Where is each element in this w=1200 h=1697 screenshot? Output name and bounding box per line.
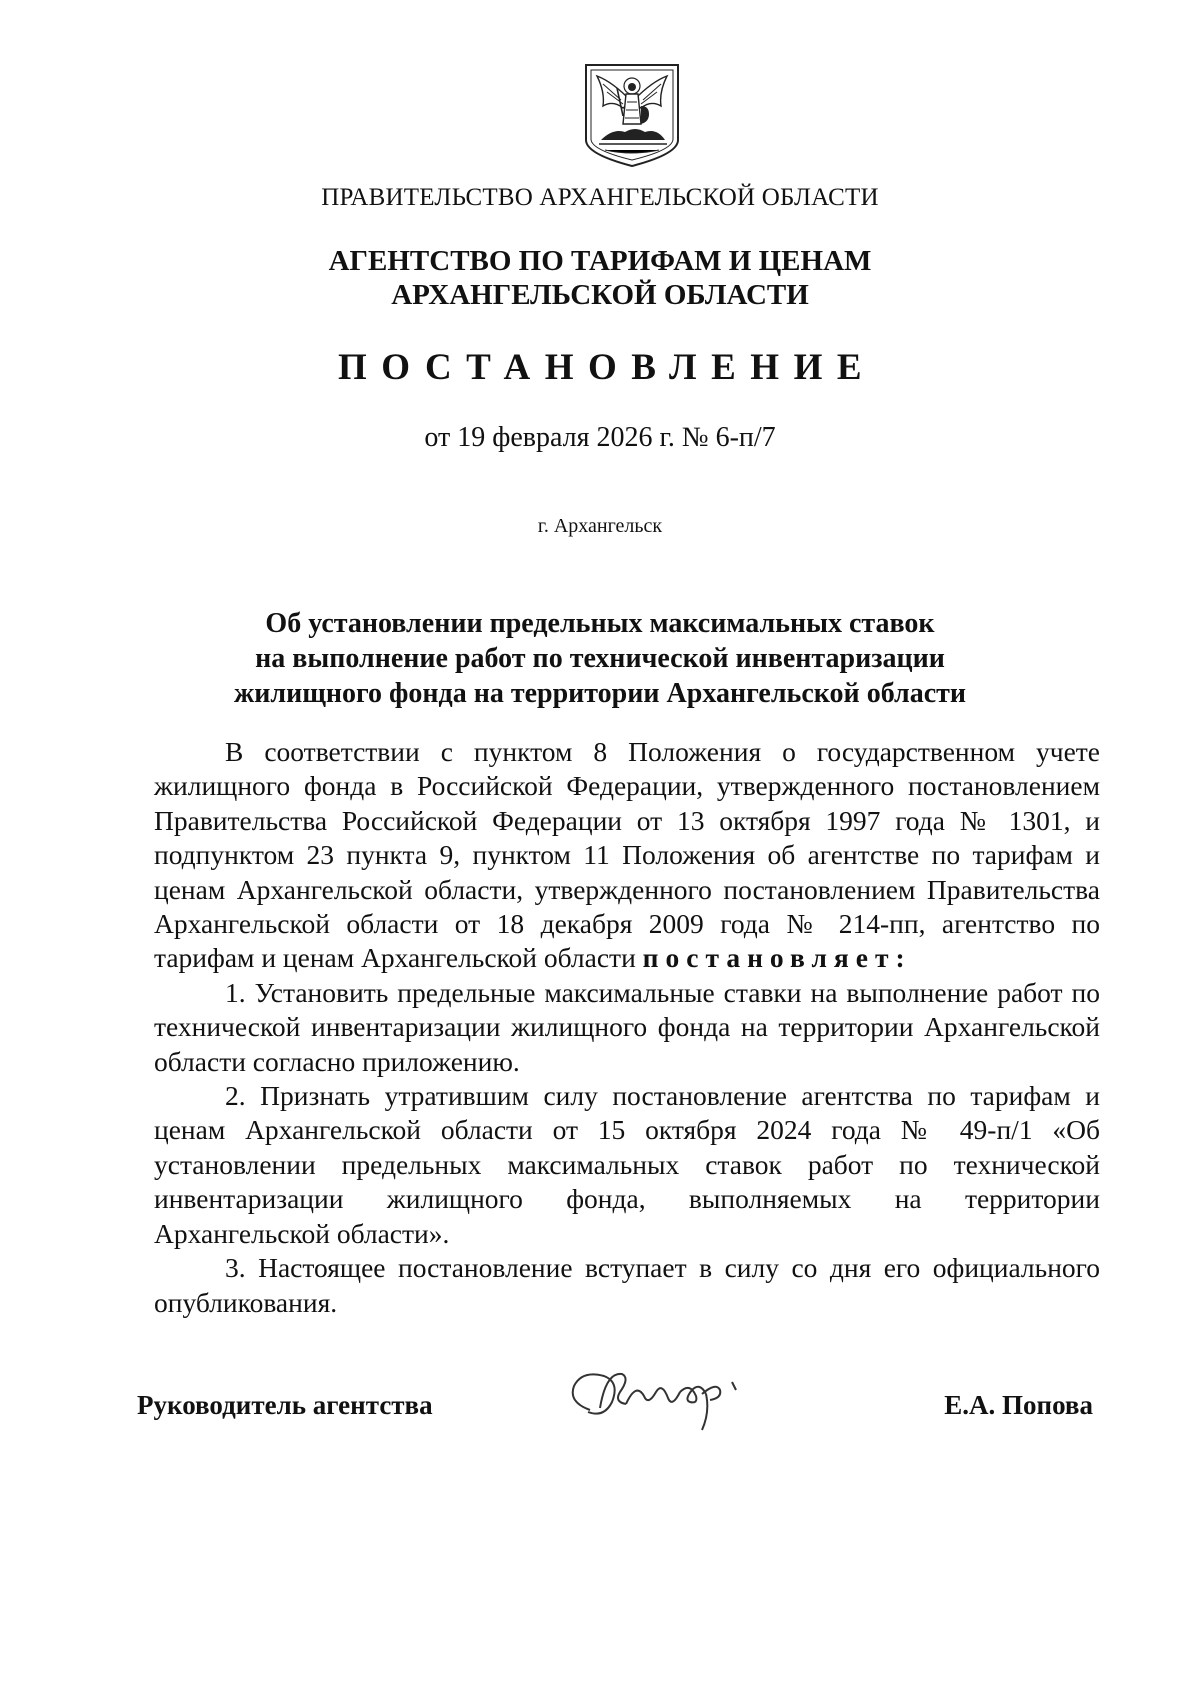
preamble-text: В соответствии с пунктом 8 Положения о государственном учете жилищного фонда в Российской Федерации, утвержденного постановлением Правительства Российской Федерации от 13 октября 1997 года № 1301, и подпунктом 23 пункта 9, пунктом 11 Положения об агентстве по тарифам и ценам Архангельской области, утвержденного постановлением Правительства Архангельской области от 18 декабря 2009 года № 214-пп, агентство по тарифам и ценам Архангельской области bbox=[154, 736, 1100, 974]
preamble-paragraph bbox=[154, 735, 1100, 976]
signatory-position: Руководитель агентства bbox=[137, 1390, 433, 1420]
document-city: г. Архангельск bbox=[537, 515, 663, 537]
document-title-line3: жилищного фонда на территории Архангельской области bbox=[233, 678, 967, 709]
handwritten-signature bbox=[560, 1352, 760, 1444]
item-2-paragraph: 2. Признать утратившим силу постановление агентства по тарифам и ценам Архангельской области от 15 октября 2024 года № 49-п/1 «Об установлении предельных максимальных ставок работ по технической инвентаризации жилищного фонда, выполняемых на территории Архангельской области». bbox=[154, 1080, 1100, 1249]
item-3-paragraph: 3. Настоящее постановление вступает в силу со дня его официального опубликования. bbox=[154, 1252, 1100, 1318]
agency-name bbox=[0, 244, 1200, 312]
document-body bbox=[154, 735, 1100, 1320]
document-title-line2: на выполнение работ по технической инвентаризации bbox=[255, 643, 945, 674]
coat-of-arms-emblem bbox=[583, 62, 681, 168]
signatory-name: Е.А. Попова bbox=[944, 1390, 1093, 1420]
document-type: ПОСТАНОВЛЕНИЕ bbox=[337, 347, 877, 388]
decree-word: постановляет: bbox=[642, 942, 912, 974]
agency-name-line1: АГЕНТСТВО ПО ТАРИФАМ И ЦЕНАМ bbox=[328, 245, 872, 277]
document-date-number: от 19 февраля 2026 г. № 6-п/7 bbox=[424, 422, 776, 453]
item-1-paragraph: 1. Установить предельные максимальные ставки на выполнение работ по технической инвентаризации жилищного фонда на территории Архангельской области согласно приложению. bbox=[154, 976, 1100, 1077]
government-name: ПРАВИТЕЛЬСТВО АРХАНГЕЛЬСКОЙ ОБЛАСТИ bbox=[321, 184, 879, 211]
document-title bbox=[0, 606, 1200, 711]
agency-name-line2: АРХАНГЕЛЬСКОЙ ОБЛАСТИ bbox=[391, 279, 809, 311]
document-title-line1: Об установлении предельных максимальных ставок bbox=[265, 608, 935, 639]
